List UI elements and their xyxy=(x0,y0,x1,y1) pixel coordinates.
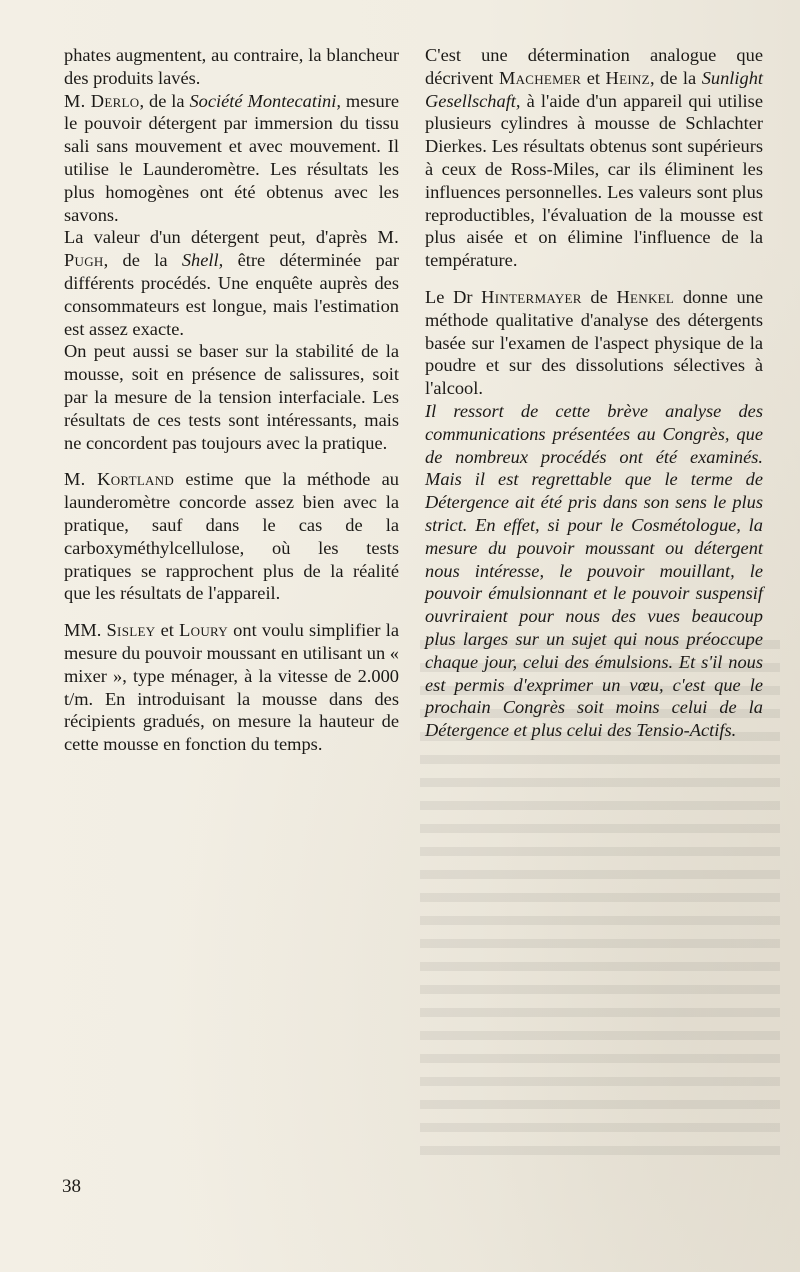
paragraph-derlo xyxy=(64,90,399,227)
author-name: Machemer xyxy=(498,67,582,88)
text: , de la xyxy=(139,90,190,111)
text: MM. xyxy=(64,620,107,641)
right-column xyxy=(425,44,763,742)
text: ont voulu simplifier la mesure du pouvoir moussant en utilisant un « mixer », type ménager, à la vitesse de 2.000 t/m. En introduisant la mousse dans des récipients gradués, on mesure la hauteur de cette mousse en fonction du temps. xyxy=(64,620,400,755)
company-name: Shell, xyxy=(181,250,224,271)
text: Le Dr xyxy=(425,286,482,307)
left-column xyxy=(64,44,399,756)
text: On peut aussi se baser sur la stabilité de la mousse, soit en présence de salissures, soit par la mesure de la tension interfaciale. Les résultats de ces tests sont intéressants, mais ne concordent pas toujours avec la pratique. xyxy=(64,341,399,453)
text: mesure le pouvoir détergent par immersion du tissu sali sans mouvement et avec mouvement. Il utilise le Launderomètre. Les résultats les plus homogènes ont été obtenus avec les savons. xyxy=(64,90,399,225)
text: donne une méthode qualitative d'analyse des détergents basée sur l'examen de l'aspect physique de la poudre et sur des dissolutions sélectives à l'alcool. xyxy=(425,286,763,399)
text: et xyxy=(155,620,180,641)
text: Il ressort de cette brève analyse des communications présentées au Congrès, que de nombreux procédés ont été examinés. Mais il est regrettable que le terme de Détergence ait été pris dans son sens le plus strict. En effet, si pour le Cosmétologue, la mesure du pouvoir moussant ou détergent nous intéresse, le pouvoir mouillant, le pouvoir émulsionnant et le pouvoir suspensif ouvriraient pour nous des vues beaucoup plus larges sur un sujet qui nous préoccupe chaque jour, celui des émulsions. Et s'il nous est permis d'exprimer un vœu, c'est que le prochain Congrès soit moins celui de la Détergence et plus celui des Tensio-Actifs. xyxy=(425,400,763,741)
author-name: M. Kortland xyxy=(64,469,175,490)
author-name: Heinz xyxy=(605,67,650,88)
text: de xyxy=(581,286,617,307)
text: phates augmentent, au contraire, la blancheur des produits lavés. xyxy=(64,45,399,88)
paragraph-pugh xyxy=(64,226,399,340)
text: , de la xyxy=(649,67,702,88)
author-name: M. Pugh xyxy=(64,227,399,271)
company-name: Henkel xyxy=(616,286,675,307)
company-name: Société Montecatini, xyxy=(189,90,341,111)
paragraph-blancheur xyxy=(64,44,399,90)
text: et xyxy=(581,67,606,88)
author-name: Loury xyxy=(179,620,228,641)
paragraph-mousse xyxy=(64,340,399,454)
text: être déterminée par différents procédés. Une enquête auprès des consommateurs est longue, mais l'estimation est assez exacte. xyxy=(64,250,399,339)
author-name: Hintermayer xyxy=(481,286,582,307)
company-name: Sunlight Gesellschaft, xyxy=(425,67,764,111)
page-number: 38 xyxy=(62,1176,81,1197)
paragraph-machemer-heinz xyxy=(425,44,763,272)
text: à l'aide d'un appareil qui utilise plusieurs cylindres à mousse de Schlachter Dierkes. Les résultats obtenus sont supérieurs à ceux de Ross-Miles, car ils éliminent les influences personnelles. Les valeurs sont plus reproductibles, l'évaluation de la mousse est plus aisée et on élimine l'influence de la température. xyxy=(425,90,763,271)
text: estime que la méthode au launderomètre concorde assez bien avec la pratique, sauf dans le cas de la carboxyméthylcellulose, où les tests pratiques se rapprochent plus de la réalité que les résultats de l'appareil. xyxy=(64,469,399,604)
paragraph-hintermayer xyxy=(425,286,763,400)
author-name: Sisley xyxy=(106,620,156,641)
author-name: M. Derlo xyxy=(64,90,140,111)
text: C'est une détermination analogue que décrivent xyxy=(425,45,763,88)
paragraph-sisley-loury xyxy=(64,619,399,756)
paragraph-kortland xyxy=(64,468,399,605)
text: , de la xyxy=(103,250,182,271)
text: La valeur d'un détergent peut, d'après xyxy=(64,227,378,248)
paragraph-conclusion xyxy=(425,400,763,742)
